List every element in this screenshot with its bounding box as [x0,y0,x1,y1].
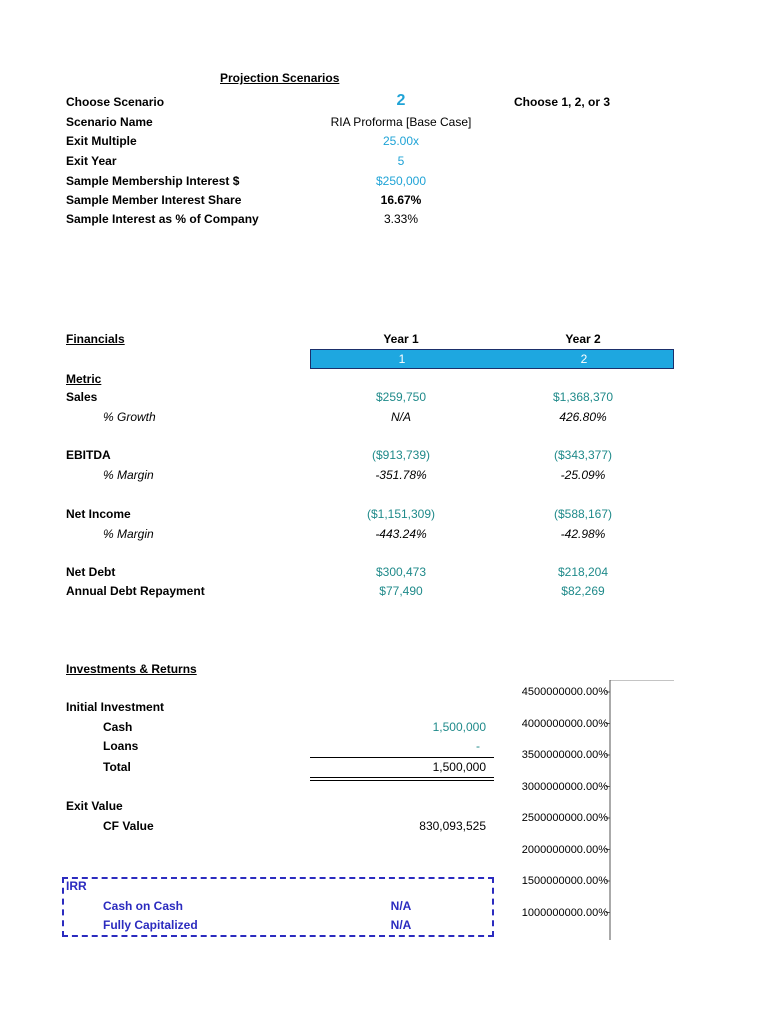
cash-on-cash-value: N/A [390,899,412,913]
cash-value[interactable]: 1,500,000 [432,720,486,734]
sales-year2: $1,368,370 [552,390,614,404]
total-double-rule-2 [310,780,494,781]
year1-index: 1 [398,352,406,366]
returns-chart [500,680,674,940]
net-debt-year1: $300,473 [375,565,427,579]
exit-year-label: Exit Year [66,154,117,168]
membership-interest-value[interactable]: $250,000 [375,174,427,188]
debt-repayment-year1: $77,490 [379,584,423,598]
irr-title: IRR [66,879,87,893]
membership-interest-label: Sample Membership Interest $ [66,174,240,188]
choose-scenario-value[interactable]: 2 [396,92,406,109]
chart-y-tick-label: 1500000000.00% [521,875,608,887]
net-income-year1: ($1,151,309) [366,507,436,521]
sales-year1: $259,750 [375,390,427,404]
ebitda-year1: ($913,739) [371,448,431,462]
total-double-rule-1 [310,777,494,778]
ebitda-margin-label: % Margin [103,468,154,482]
year1-header: Year 1 [383,332,419,346]
interest-pct-company-value: 3.33% [383,212,419,226]
ebitda-label: EBITDA [66,448,111,462]
interest-pct-company-label: Sample Interest as % of Company [66,212,259,226]
cash-label: Cash [103,720,133,734]
scenario-name-value: RIA Proforma [Base Case] [330,115,472,129]
exit-value-label: Exit Value [66,799,123,813]
member-interest-share-value: 16.67% [380,193,422,207]
ebitda-year2: ($343,377) [553,448,613,462]
year2-header: Year 2 [565,332,601,346]
chart-y-tick-label: 2500000000.00% [521,812,608,824]
cf-value: 830,093,525 [419,819,486,833]
sales-label: Sales [66,390,98,404]
net-income-margin-year2: -42.98% [560,527,606,541]
net-debt-label: Net Debt [66,565,116,579]
chart-y-tick-label: 4000000000.00% [521,717,608,730]
chart-y-tick-label: 1000000000.00% [521,906,608,919]
growth-label: % Growth [103,410,156,424]
financials-title: Financials [66,332,125,346]
chart-y-tick-label: 3000000000.00% [521,780,608,793]
scenario-name-label: Scenario Name [66,115,153,129]
growth-year2: 426.80% [559,410,607,424]
cf-value-label: CF Value [103,819,154,833]
net-debt-year2: $218,204 [557,565,609,579]
scenarios-title: Projection Scenarios [220,71,340,85]
chart-y-tick-label: 3500000000.00% [521,749,608,761]
fully-capitalized-label: Fully Capitalized [103,918,198,932]
ebitda-margin-year1: -351.78% [375,468,427,482]
growth-year1: N/A [390,410,412,424]
investments-title: Investments & Returns [66,662,197,676]
metric-label: Metric [66,372,102,386]
total-label: Total [103,760,131,774]
chart-y-tick-label: 4500000000.00% [521,686,608,698]
loans-value[interactable]: - [476,739,480,753]
exit-year-value[interactable]: 5 [397,154,405,168]
debt-repayment-year2: $82,269 [561,584,605,598]
initial-investment-label: Initial Investment [66,700,165,714]
choose-scenario-label: Choose Scenario [66,95,165,109]
net-income-label: Net Income [66,507,131,521]
debt-repayment-label: Annual Debt Repayment [66,584,205,598]
exit-multiple-label: Exit Multiple [66,134,137,148]
net-income-year2: ($588,167) [553,507,613,521]
chart-y-tick-label: 2000000000.00% [521,843,608,856]
member-interest-share-label: Sample Member Interest Share [66,193,242,207]
choose-scenario-note: Choose 1, 2, or 3 [514,95,611,109]
cash-on-cash-label: Cash on Cash [103,899,184,913]
loans-label: Loans [103,739,139,753]
exit-multiple-value[interactable]: 25.00x [382,134,420,148]
total-top-rule [310,757,494,758]
ebitda-margin-year2: -25.09% [560,468,606,482]
net-income-margin-year1: -443.24% [375,527,427,541]
year2-index: 2 [580,352,588,366]
fully-capitalized-value: N/A [390,918,412,932]
year-index-bar [310,349,674,369]
net-income-margin-label: % Margin [103,527,154,541]
total-value: 1,500,000 [432,760,486,774]
